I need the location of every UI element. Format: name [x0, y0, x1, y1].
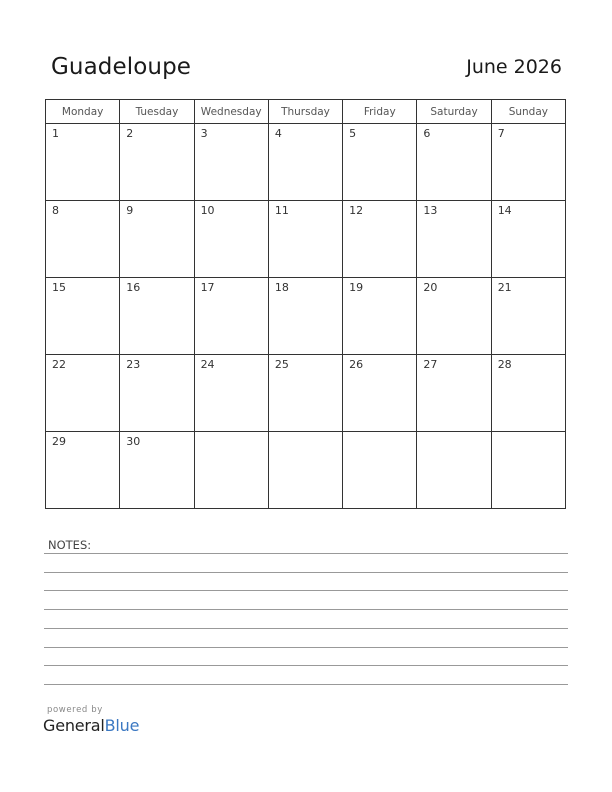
note-line	[44, 590, 568, 591]
day-cell	[491, 278, 565, 355]
day-cell	[194, 278, 268, 355]
weekday-header: Wednesday	[194, 100, 268, 124]
day-number: 28	[497, 358, 512, 371]
day-number: 12	[349, 204, 364, 217]
note-line	[44, 609, 568, 610]
week-row	[46, 278, 566, 355]
day-number	[417, 432, 490, 435]
weekday-header-row	[46, 100, 566, 124]
day-number: 17	[200, 281, 215, 294]
day-number: 7	[497, 127, 505, 140]
note-line	[44, 684, 568, 685]
day-number: 18	[274, 281, 289, 294]
day-cell	[268, 432, 342, 509]
day-cell	[343, 278, 417, 355]
day-cell	[194, 432, 268, 509]
brand-name-general: General	[43, 716, 105, 735]
day-number: 4	[274, 127, 282, 140]
day-number: 24	[200, 358, 215, 371]
day-cell	[194, 355, 268, 432]
day-cell	[120, 278, 194, 355]
calendar-grid	[45, 99, 566, 509]
day-number: 2	[126, 127, 134, 140]
day-number: 27	[423, 358, 438, 371]
note-line	[44, 572, 568, 573]
month-year-label: June 2026	[466, 56, 562, 78]
day-cell	[491, 355, 565, 432]
day-cell	[491, 124, 565, 201]
brand-logo	[43, 716, 139, 735]
day-number	[269, 432, 342, 435]
day-cell	[343, 355, 417, 432]
day-cell	[491, 201, 565, 278]
day-cell	[268, 278, 342, 355]
powered-by-text: powered by	[47, 705, 103, 715]
day-cell	[194, 201, 268, 278]
day-cell	[417, 355, 491, 432]
day-cell	[268, 124, 342, 201]
day-number: 3	[200, 127, 208, 140]
day-number: 23	[126, 358, 141, 371]
weekday-header: Sunday	[491, 100, 565, 124]
day-cell	[417, 278, 491, 355]
day-number: 26	[349, 358, 364, 371]
day-cell	[343, 201, 417, 278]
day-number: 1	[52, 127, 59, 140]
day-cell	[417, 432, 491, 509]
note-line	[44, 647, 568, 648]
day-cell	[491, 432, 565, 509]
note-line	[44, 665, 568, 666]
day-cell	[343, 432, 417, 509]
day-number: 13	[423, 204, 438, 217]
day-number: 19	[349, 281, 364, 294]
day-cell	[46, 201, 120, 278]
day-number: 11	[274, 204, 289, 217]
day-cell	[120, 432, 194, 509]
day-cell	[120, 201, 194, 278]
day-number: 25	[274, 358, 289, 371]
day-number: 5	[349, 127, 357, 140]
week-row	[46, 355, 566, 432]
day-cell	[343, 124, 417, 201]
weekday-header: Thursday	[268, 100, 342, 124]
day-number: 16	[126, 281, 141, 294]
day-cell	[120, 124, 194, 201]
note-line	[44, 628, 568, 629]
weekday-header: Tuesday	[120, 100, 194, 124]
day-cell	[120, 355, 194, 432]
weekday-header: Friday	[343, 100, 417, 124]
day-number: 21	[497, 281, 512, 294]
day-number	[343, 432, 416, 435]
day-cell	[417, 201, 491, 278]
notes-label: NOTES:	[48, 538, 92, 552]
week-row	[46, 124, 566, 201]
day-number: 14	[497, 204, 512, 217]
day-number: 30	[126, 435, 141, 448]
day-number	[492, 432, 565, 435]
day-number	[195, 432, 268, 435]
day-cell	[194, 124, 268, 201]
day-number: 20	[423, 281, 438, 294]
day-number: 6	[423, 127, 431, 140]
week-row	[46, 201, 566, 278]
week-row	[46, 432, 566, 509]
day-cell	[46, 124, 120, 201]
day-cell	[268, 355, 342, 432]
day-number: 8	[52, 204, 59, 217]
note-line	[44, 553, 568, 554]
day-number: 29	[52, 435, 66, 448]
day-cell	[46, 432, 120, 509]
day-cell	[46, 355, 120, 432]
brand-name-blue: Blue	[104, 716, 140, 735]
day-number: 9	[126, 204, 134, 217]
page-title: Guadeloupe	[51, 54, 192, 80]
day-cell	[417, 124, 491, 201]
day-cell	[268, 201, 342, 278]
weekday-header: Monday	[46, 100, 120, 124]
day-number: 15	[52, 281, 66, 294]
day-number: 10	[200, 204, 215, 217]
weekday-header: Saturday	[417, 100, 491, 124]
day-cell	[46, 278, 120, 355]
day-number: 22	[52, 358, 66, 371]
